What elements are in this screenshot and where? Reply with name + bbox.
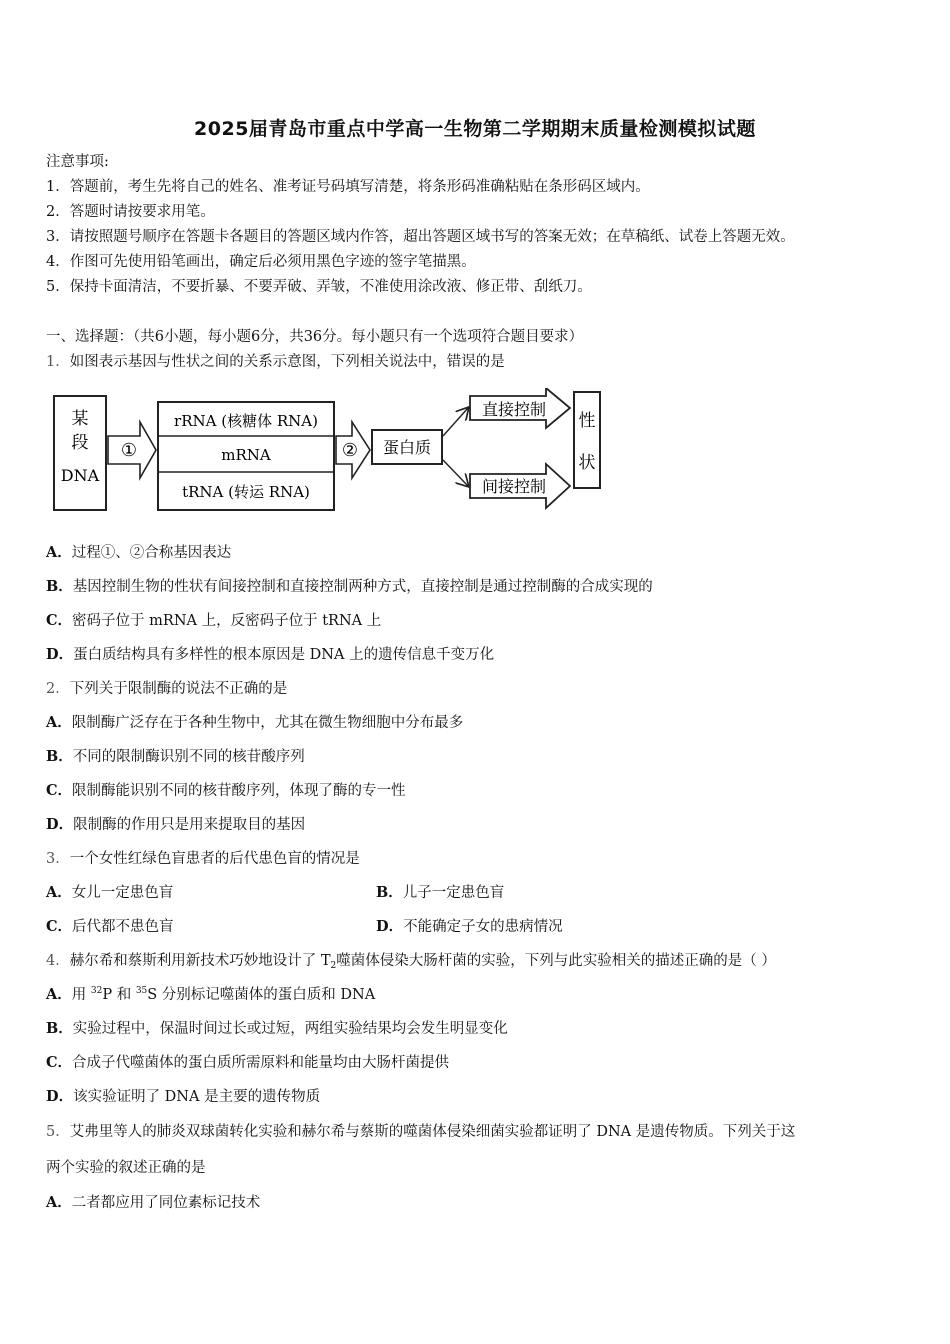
question-1-stem: 1．如图表示基因与性状之间的关系示意图，下列相关说法中，错误的是 [46, 354, 505, 370]
dna-label-top: 某 [71, 409, 89, 429]
q1-option-c: C．密码子位于 mRNA 上，反密码子位于 tRNA 上 [46, 612, 382, 629]
notice-heading: 注意事项: [46, 154, 109, 170]
question-3-stem: 3．一个女性红绿色盲患者的后代患色盲的情况是 [46, 851, 360, 867]
q1-option-b: B．基因控制生物的性状有间接控制和直接控制两种方式，直接控制是通过控制酶的合成实现的 [46, 578, 653, 595]
trait-box [574, 392, 600, 488]
q5-option-a: A．二者都应用了同位素标记技术 [46, 1194, 261, 1211]
direct-control-label: 直接控制 [481, 400, 547, 419]
question-number: 1． [46, 354, 70, 370]
dna-label-bottom: DNA [60, 466, 100, 485]
q3-option-c: C．后代都不患色盲 [46, 918, 174, 935]
q2-option-c: C．限制酶能识别不同的核苷酸序列，体现了酶的专一性 [46, 782, 406, 799]
notice-item: 5．保持卡面清洁，不要折暴、不要弄破、弄皱，不准使用涂改液、修正带、刮纸刀。 [46, 279, 592, 295]
trna-label: tRNA (转运 RNA) [182, 483, 310, 501]
section-heading: 一、选择题：（共6小题，每小题6分，共36分。每小题只有一个选项符合题目要求） [46, 329, 584, 345]
notice-item: 2．答题时请按要求用笔。 [46, 204, 215, 220]
q2-option-d: D．限制酶的作用只是用来提取目的基因 [46, 816, 306, 833]
q1-option-d: D．蛋白质结构具有多样性的根本原因是 DNA 上的遗传信息千变万化 [46, 646, 495, 663]
q1-option-a: A．过程①、②合称基因表达 [46, 544, 232, 561]
q4-option-c: C．合成子代噬菌体的蛋白质所需原料和能量均由大肠杆菌提供 [46, 1054, 450, 1071]
indirect-arrow-line [443, 460, 468, 486]
q4-option-d: D．该实验证明了 DNA 是主要的遗传物质 [46, 1088, 321, 1105]
step-1-label: ① [120, 440, 138, 461]
mrna-label: mRNA [221, 446, 271, 464]
notice-item: 4．作图可先使用铅笔画出，确定后必须用黑色字迹的签字笔描黑。 [46, 254, 476, 270]
q4-option-a: A．用 $^{32}$P 和 $^{35}$S 分别标记噬菌体的蛋白质和 DNA [46, 986, 376, 1003]
q3-option-d: D．不能确定子女的患病情况 [376, 918, 563, 935]
q4-option-b: B．实验过程中，保温时间过长或过短，两组实验结果均会发生明显变化 [46, 1020, 508, 1037]
dna-label-mid: 段 [71, 433, 89, 453]
exam-title: 2025届青岛市重点中学高一生物第二学期期末质量检测模拟试题 [194, 118, 756, 140]
indirect-control-label: 间接控制 [481, 477, 547, 496]
trait-label-top: 性 [578, 411, 596, 431]
trait-label-bottom: 状 [578, 453, 596, 473]
q3-option-a: A．女儿一定患色盲 [46, 884, 174, 901]
rrna-label: rRNA (核糖体 RNA) [174, 412, 318, 430]
question-5-stem: 5．艾弗里等人的肺炎双球菌转化实验和赫尔希与蔡斯的噬菌体侵染细菌实验都证明了 DNA 是遗传物质。下列关于这 [46, 1124, 796, 1140]
step-2-label: ② [341, 440, 359, 461]
notice-item: 3．请按照题号顺序在答题卡各题目的答题区域内作答，超出答题区域书写的答案无效；在草稿纸、试卷上答题无效。 [46, 229, 795, 245]
q2-option-b: B．不同的限制酶识别不同的核苷酸序列 [46, 748, 305, 765]
question-2-stem: 2．下列关于限制酶的说法不正确的是 [46, 681, 288, 697]
gene-trait-diagram [52, 388, 612, 516]
notice-item: 1．答题前，考生先将自己的姓名、准考证号码填写清楚，将条形码准确粘贴在条形码区域内。 [46, 179, 650, 195]
direct-arrow-line [443, 408, 468, 436]
protein-label: 蛋白质 [382, 438, 432, 457]
question-4-stem: 4．赫尔希和蔡斯利用新技术巧妙地设计了 $T_2$噬菌体侵染大肠杆菌的实验，下列与此实验相关的描述正确的是（ ） [46, 953, 776, 971]
q3-option-b: B．儿子一定患色盲 [376, 884, 505, 901]
question-5-stem-cont: 两个实验的叙述正确的是 [46, 1160, 206, 1176]
q2-option-a: A．限制酶广泛存在于各种生物中，尤其在微生物细胞中分布最多 [46, 714, 464, 731]
